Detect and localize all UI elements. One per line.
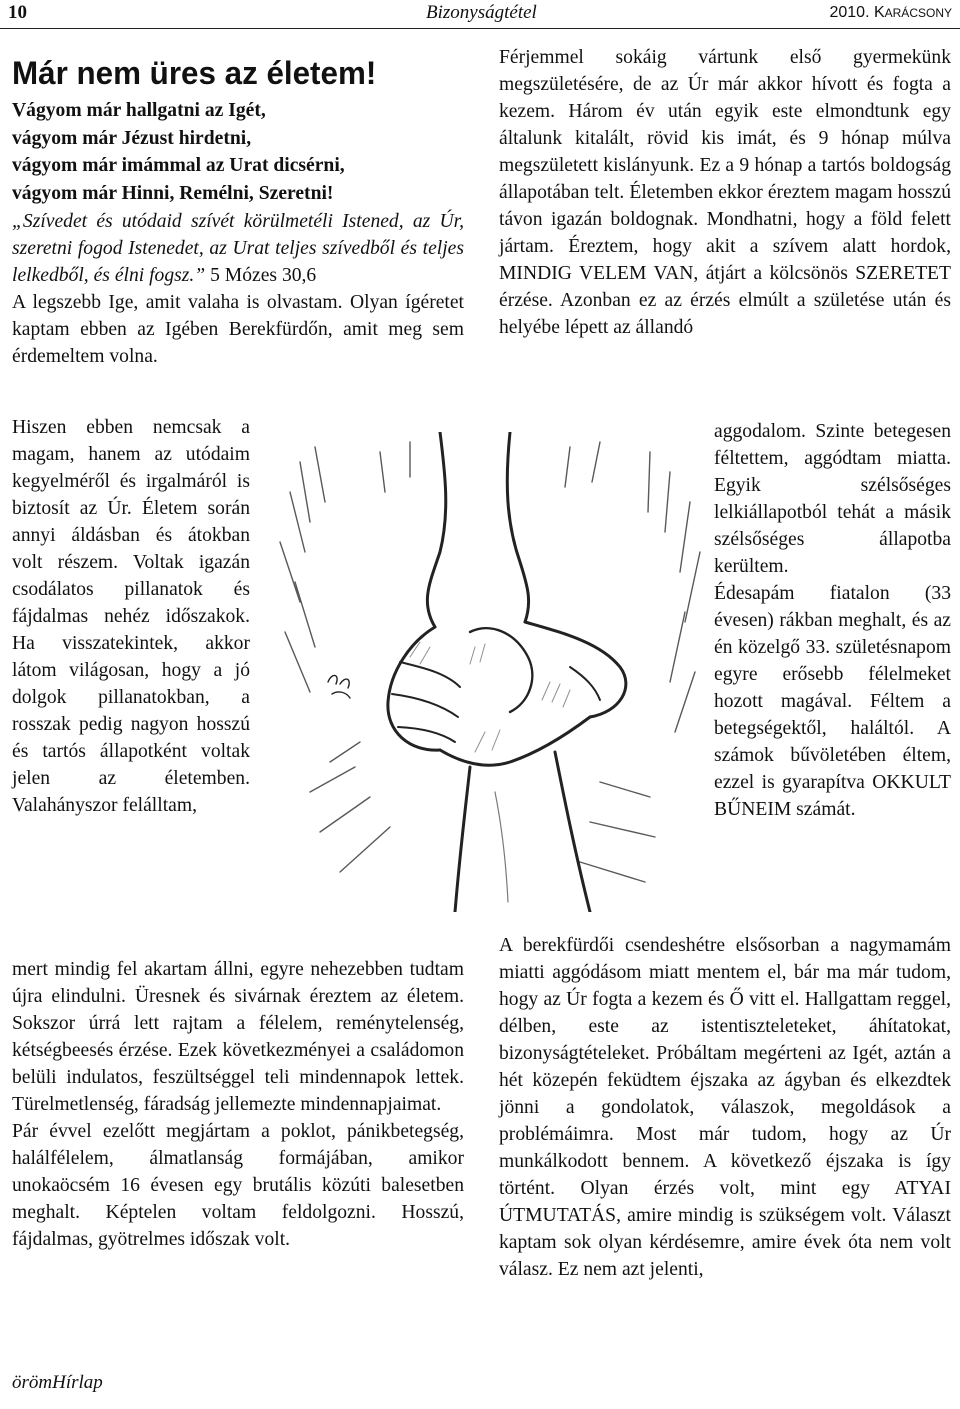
paragraph: A legszebb Ige, amit valaha is olvastam. Olyan ígéretet kaptam ebben az Igében Berekfürdőn, amit meg sem érdemeltem volna. [12, 292, 464, 367]
left-column-bottom [12, 956, 464, 1253]
footer-brand: örömHírlap [12, 1372, 103, 1393]
section-name: Bizonyságtétel [426, 2, 537, 23]
quote-reference: 5 Mózes 30,6 [210, 265, 317, 286]
left-column-narrow [12, 414, 250, 819]
issue-label [829, 4, 952, 22]
paragraph: mert mindig fel akartam állni, egyre nehezebben tudtam újra elindulni. Üresnek és sivárnak éreztem az életem. Sokszor úrrá lett rajtam a félelem, reménytelenség, kétségbeesés érzése. Ezek következményei a családomon belüli indulatos, feszültséggel teli mindennapok lettek. Türelmetlenség, fáradság jellemezte mindennapjaimat. [12, 959, 464, 1115]
page-header [0, 0, 960, 29]
paragraph: Férjemmel sokáig vártunk első gyermekünk megszületésére, de az Úr már akkor hívott és fogta a kezem. Három év után egyik este elmondtunk egy általunk kitalált, rövid kis imát, és 9 hónap múlva megszületett kislányunk. Ez a 9 hónap a tartós boldogság állapotában telt. Életemben ekkor éreztem magam hosszú távon igazán boldognak. Mondhatni, hogy a föld felett jártam. Éreztem, hogy akit a szívem alatt hordok, MINDIG VELEM VAN, átjárt a kölcsönös SZERETET érzése. Azonban ez az érzés elmúlt a születése után és helyébe lépett az állandó [499, 47, 951, 338]
right-column-bottom [499, 932, 951, 1283]
right-column-top [499, 44, 951, 341]
paragraph: Pár évvel ezelőtt megjártam a poklot, pánikbetegség, halálfélelem, álmatlanság formájában, amikor unokaöcsém 16 évesen egy brutális közúti balesetben meghalt. Képtelen voltam feldolgozni. Hosszú, fájdalmas, gyötrelmes időszak volt. [12, 1121, 464, 1250]
article-title: Már nem üres az életem! [12, 55, 377, 91]
issue-season-rest: ARÁCSONY [884, 6, 952, 20]
issue-year: 2010. [829, 4, 870, 21]
poem [12, 97, 472, 207]
poem-line: vágyom már Hinni, Remélni, Szeretni! [12, 182, 334, 204]
poem-line: vágyom már Jézust hirdetni, [12, 127, 252, 149]
issue-season-initial: K [873, 4, 885, 21]
paragraph: A berekfürdői csendeshétre elsősorban a nagymamám miatti aggódásom miatt mentem el, bár ma már tudom, hogy az Úr fogta a kezem és Ő vitt el. Hallgattam reggel, délben, este az istentiszteleteket, áhítatokat, bizonyságtételeket. Próbáltam megérteni az Igét, aztán a hét közepén feküdtem éjszaka az ágyban és elkezdtek jönni a gondolatok, válaszok, megoldások a problémáimra. Most már tudom, hogy az Úr munkálkodott bennem. A következő éjszaka is így történt. Olyan érzés volt, mint egy ATYAI ÚTMUTATÁS, amire mindig is szükségem volt. Választ kaptam sok olyan kérdésemre, amire évek óta nem volt válasz. Ez nem azt jelenti, [499, 935, 951, 1280]
paragraph: aggodalom. Szinte betegesen féltettem, aggódtam miatta. Egyik szélsőséges lelkiállapotból tehát a másik szélsőséges állapotba kerültem. [714, 421, 951, 577]
clasped-hands-icon [270, 432, 720, 912]
poem-line: vágyom már imámmal az Urat dicsérni, [12, 155, 345, 176]
poem-line: Vágyom már hallgatni az Igét, [12, 100, 266, 121]
bible-quote [12, 208, 464, 289]
paragraph: Édesapám fiatalon (33 évesen) rákban meghalt, és az én közelgő 33. születésnapom egyre erősebb félelmeket hozott magával. Féltem a betegségektől, haláltól. A számok bűvöletében éltem, ezzel is gyarapítva OKKULT BŰNEIM számát. [714, 583, 951, 820]
left-column-top [12, 208, 464, 370]
right-column-narrow [714, 418, 951, 823]
quote-text: „Szívedet és utódaid szívét körülmetéli Istened, az Úr, szeretni fogod Istenedet, az Urat teljes szívedből és teljes lelkedből, és élni fogsz.” [12, 211, 464, 286]
page-number: 10 [8, 2, 27, 23]
paragraph: Hiszen ebben nemcsak a magam, hanem az utódaim kegyelméről és irgalmáról is biztosít az Úr. Életem során annyi áldásban és átokban volt részem. Voltak igazán csodálatos pillanatok és fájdalmas nehéz időszakok. Ha visszatekintek, akkor látom világosan, hogy a jó dolgok pillanatokban, a rosszak pedig nagyon hosszú és tartós állapotként voltak jelen az életemben. Valahányszor felálltam, [12, 417, 250, 816]
